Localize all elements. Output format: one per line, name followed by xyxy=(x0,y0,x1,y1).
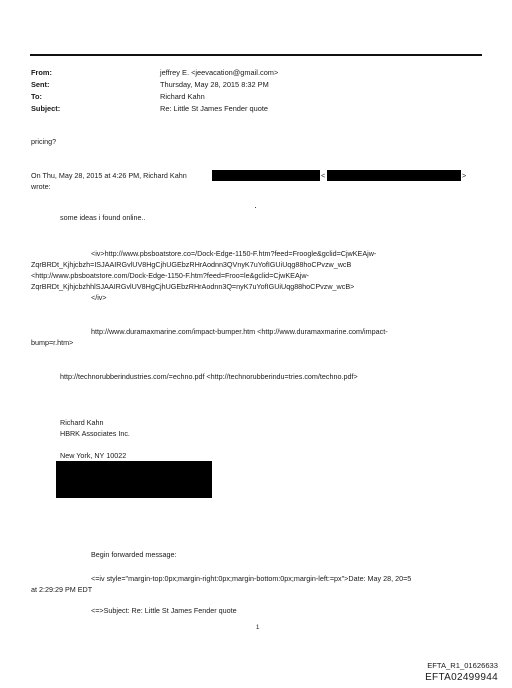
bates-number-small: EFTA_R1_01626633 xyxy=(427,661,498,670)
sent-label: Sent: xyxy=(31,80,50,89)
forwarded-subject: <=>Subject: Re: Little St James Fender quote xyxy=(91,606,237,615)
from-label: From: xyxy=(31,68,52,77)
lt-symbol: < xyxy=(321,171,326,180)
link1-line1: <iv>http://www.pbsboatstore.co=/Dock-Edge-1150-F.htm?feed=Froogle&gclid=CjwKEAjw- xyxy=(91,249,377,258)
link1-line3: <http://www.pbsboatstore.com/Dock-Edge-1150-F.htm?feed=Froo=le&gclid=CjwKEAjw- xyxy=(31,271,309,280)
link1-line5: </iv> xyxy=(91,293,107,302)
link1-line2: ZqrBRDt_Kjhjcbzh=ISJAAIRGvlUV8HgCjhUGEbzRHrAodnn3QVnyK7uYofIGUiUqg88hoCPvzw_wcB xyxy=(31,260,352,269)
link2-line2: bump=r.htm> xyxy=(31,338,74,347)
bates-number-large: EFTA02499944 xyxy=(425,672,498,683)
redaction-box xyxy=(212,170,320,181)
stray-dot: · xyxy=(254,202,257,212)
link2-line1: http://www.duramaxmarine.com/impact-bumper.htm <http://www.duramaxmarine.com/impact- xyxy=(91,327,388,336)
subject-value: Re: Little St James Fender quote xyxy=(160,104,269,113)
forwarded-header: Begin forwarded message: xyxy=(91,550,177,559)
redaction-box xyxy=(56,461,212,498)
ideas-line: some ideas i found online.. xyxy=(60,213,146,222)
redaction-box xyxy=(327,170,461,181)
link3-line: http://technorubberindustries.com/=echno.pdf <http://technorubberindu=tries.com/techno.pdf> xyxy=(60,372,358,381)
sent-value: Thursday, May 28, 2015 8:32 PM xyxy=(160,80,269,89)
to-label: To: xyxy=(31,92,42,101)
link1-line4: ZqrBRDt_KjhjcbzhhlSJAAIRGvlUV8HgCjhUGEbzRHrAodnn3Q=nyK7uYofIGUiUqg88hoCPvzw_wcB> xyxy=(31,282,355,291)
signature-name: Richard Kahn xyxy=(60,418,104,427)
style-line1: <=iv style="margin-top:0px;margin-right:0px;margin-bottom:0px;margin-left:=px">Date: May 28, 20=5 xyxy=(91,574,412,583)
page-number: 1 xyxy=(256,625,260,631)
to-value: Richard Kahn xyxy=(160,92,205,101)
signature-city: New York, NY 10022 xyxy=(60,451,127,460)
header-divider xyxy=(30,54,482,56)
pricing-line: pricing? xyxy=(31,137,57,146)
signature-company: HBRK Associates Inc. xyxy=(60,429,130,438)
from-value: jeffrey E. <jeevacation@gmail.com> xyxy=(160,68,279,77)
wrote-line: wrote: xyxy=(31,182,51,191)
gt-symbol: > xyxy=(462,171,467,180)
quoted-intro: On Thu, May 28, 2015 at 4:26 PM, Richard Kahn xyxy=(31,171,187,180)
style-line2: at 2:29:29 PM EDT xyxy=(31,585,93,594)
subject-label: Subject: xyxy=(31,104,61,113)
